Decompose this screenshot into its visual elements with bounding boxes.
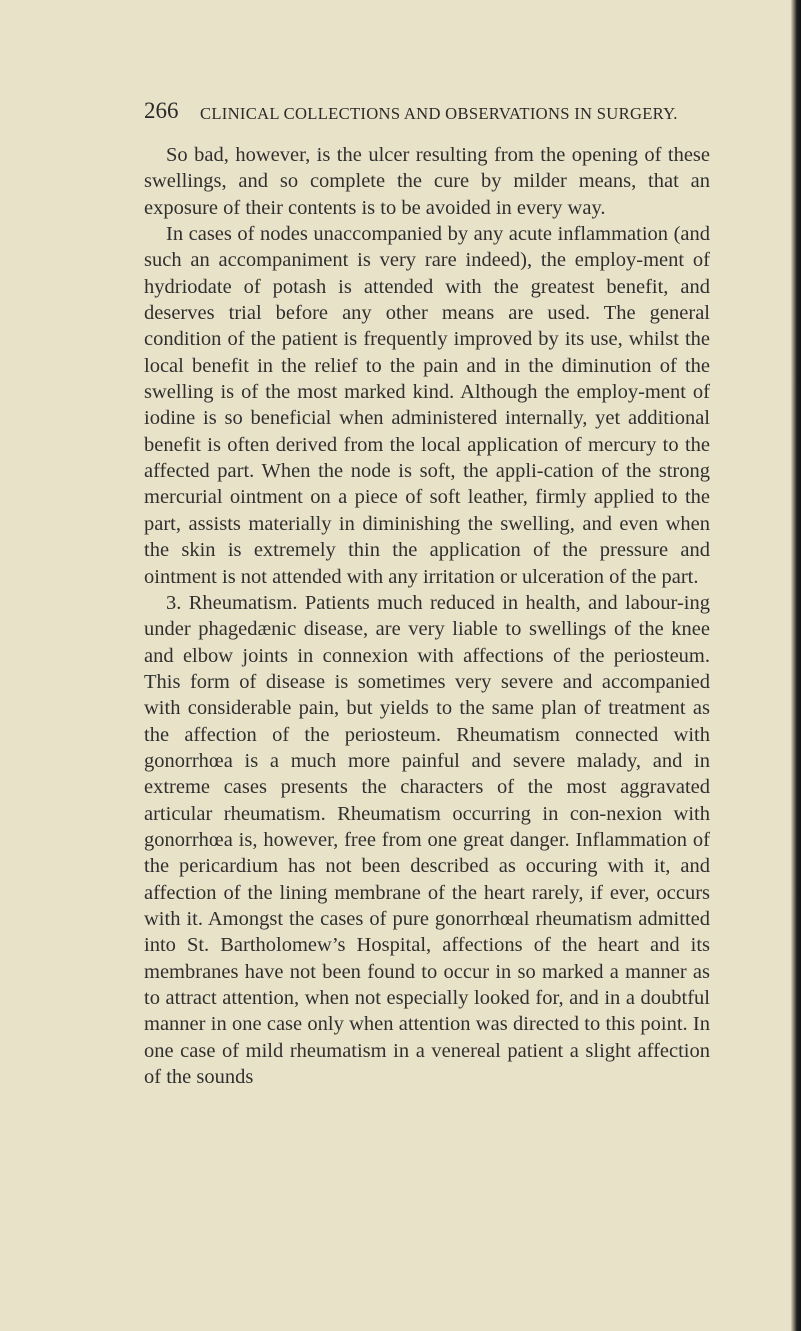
body-text <box>144 142 710 1090</box>
running-title: CLINICAL COLLECTIONS AND OBSERVATIONS IN SURGERY. <box>200 104 678 123</box>
page-header <box>144 98 724 134</box>
paragraph-3: 3. Rheumatism. Patients much reduced in health, and labour-ing under phagedænic disease, are very liable to swellings of the knee and elbow joints in connexion with affections of the periosteum. This form of disease is sometimes very severe and accompanied with considerable pain, but yields to the same plan of treatment as the affection of the periosteum. Rheumatism connected with gonorrhœa is a much more painful and severe malady, and in extreme cases presents the characters of the most aggravated articular rheumatism. Rheumatism occurring in con-nexion with gonorrhœa is, however, free from one great danger. Inflammation of the pericardium has not been described as occuring with it, and affection of the lining membrane of the heart rarely, if ever, occurs with it. Amongst the cases of pure gonorrhœal rheumatism admitted into St. Bartholomew’s Hospital, affections of the heart and its membranes have not been found to occur in so marked a manner as to attract attention, when not especially looked for, and in a doubtful manner in one case only when attention was directed to this point. In one case of mild rheumatism in a venereal patient a slight affection of the sounds <box>144 591 710 1089</box>
page-number: 266 <box>144 98 179 123</box>
paragraph-2: In cases of nodes unaccompanied by any acute inflammation (and such an accompaniment is very rare indeed), the employ-ment of hydriodate of potash is attended with the greatest benefit, and deserves trial before any other means are used. The general condition of the patient is frequently improved by its use, whilst the local benefit in the relief to the pain and in the diminution of the swelling is of the most marked kind. Although the employ-ment of iodine is so beneficial when administered internally, yet additional benefit is often derived from the local application of mercury to the affected part. When the node is soft, the appli-cation of the strong mercurial ointment on a piece of soft leather, firmly applied to the part, assists materially in diminishing the swelling, and even when the skin is extremely thin the application of the pressure and ointment is not attended with any irritation or ulceration of the part. <box>144 223 710 588</box>
paragraph-1: So bad, however, is the ulcer resulting from the opening of these swellings, and so complete the cure by milder means, that an exposure of their contents is to be avoided in every way. <box>144 144 710 219</box>
page-edge <box>791 0 801 1331</box>
